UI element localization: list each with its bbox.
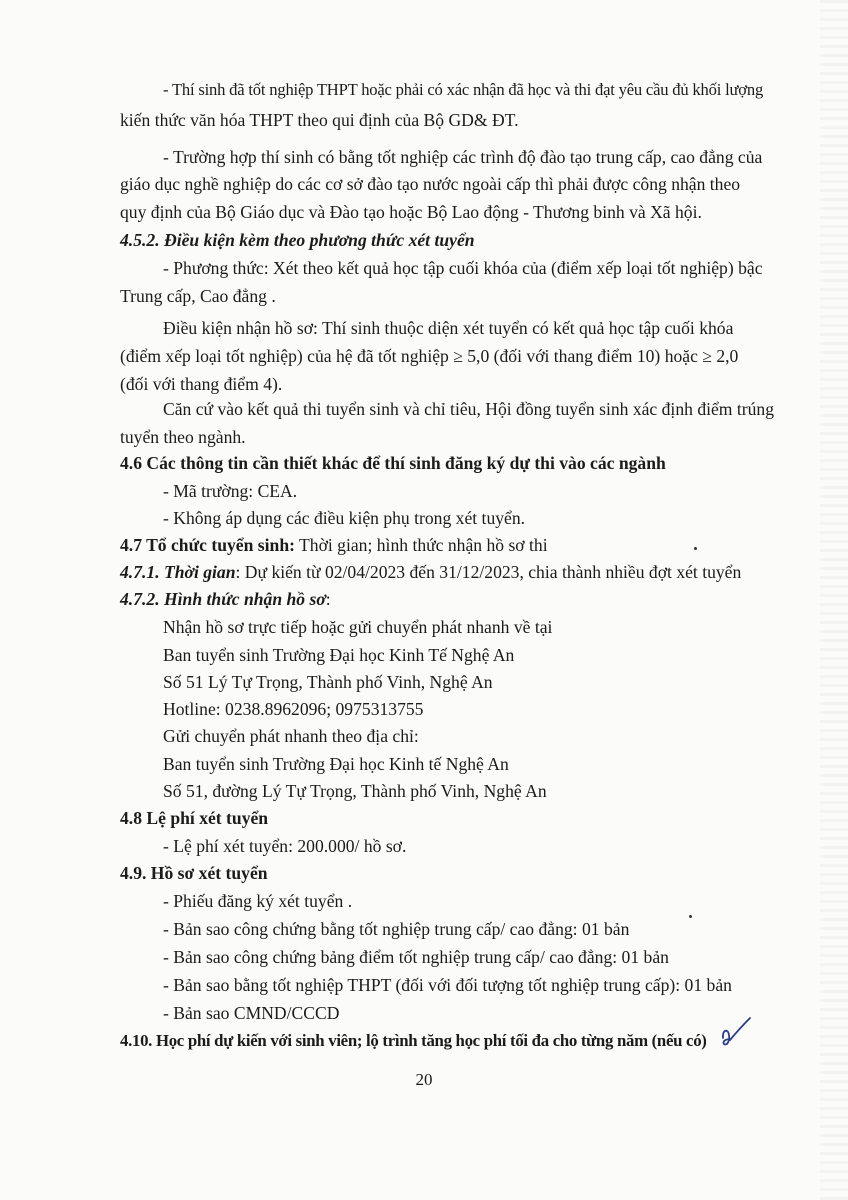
fee-line: - Lệ phí xét tuyển: 200.000/ hồ sơ. [163, 836, 407, 856]
form-line [120, 588, 331, 610]
doc-item-3: - Bản sao công chứng bảng điểm tốt nghiệp trung cấp/ cao đẳng: 01 bản [163, 947, 669, 967]
doc-item-2: - Bản sao công chứng bằng tốt nghiệp trung cấp/ cao đẳng: 01 bản [163, 919, 630, 939]
para-2-line-1: - Trường hợp thí sinh có bằng tốt nghiệp các trình độ đào tạo trung cấp, cao đẳng của [163, 147, 763, 167]
time-line [120, 561, 741, 583]
courier-line: Gửi chuyển phát nhanh theo địa chỉ: [163, 726, 419, 746]
para-2-line-3: quy định của Bộ Giáo dục và Đào tạo hoặc Bộ Lao động - Thương binh và Xã hội. [120, 202, 702, 222]
time-label: 4.7.1. Thời gian [120, 562, 236, 582]
heading-4-7 [120, 534, 548, 556]
condition-line-1: Điều kiện nhận hồ sơ: Thí sinh thuộc diện xét tuyển có kết quả học tập cuối khóa [163, 318, 734, 338]
heading-4-6: 4.6 Các thông tin cần thiết khác để thí sinh đăng ký dự thi vào các ngành [120, 453, 666, 473]
heading-4-7-rest: Thời gian; hình thức nhận hồ sơ thi [294, 535, 548, 555]
doc-item-4: - Bản sao bằng tốt nghiệp THPT (đối với đối tượng tốt nghiệp trung cấp): 01 bản [163, 975, 732, 995]
page-number: 20 [415, 1070, 433, 1089]
para-1-line-1: - Thí sinh đã tốt nghiệp THPT hoặc phải có xác nhận đã học và thi đạt yêu cầu đủ khối lượng [163, 80, 764, 99]
heading-4-5-2: 4.5.2. Điều kiện kèm theo phương thức xét tuyển [120, 230, 475, 250]
submit-line-3: Số 51 Lý Tự Trọng, Thành phố Vinh, Nghệ An [163, 672, 493, 692]
basis-line-2: tuyển theo ngành. [120, 427, 246, 447]
form-colon: : [325, 589, 331, 609]
scan-speck [689, 915, 692, 918]
doc-item-5: - Bản sao CMND/CCCD [163, 1003, 340, 1023]
scan-speck [694, 547, 697, 550]
submit-line-2: Ban tuyển sinh Trường Đại học Kinh Tế Nghệ An [163, 645, 515, 665]
scan-edge-noise [820, 0, 848, 1200]
time-text: : Dự kiến từ 02/04/2023 đến 31/12/2023, chia thành nhiều đợt xét tuyển [235, 562, 742, 582]
school-code: - Mã trường: CEA. [163, 481, 298, 501]
courier-address-2: Số 51, đường Lý Tự Trọng, Thành phố Vinh, Nghệ An [163, 781, 547, 801]
doc-item-1: - Phiếu đăng ký xét tuyển . [163, 891, 353, 911]
courier-address-1: Ban tuyển sinh Trường Đại học Kinh tế Nghệ An [163, 754, 509, 774]
heading-4-10: 4.10. Học phí dự kiến với sinh viên; lộ trình tăng học phí tối đa cho từng năm (nếu có) [120, 1031, 707, 1050]
submit-line-1: Nhận hồ sơ trực tiếp hoặc gửi chuyển phát nhanh về tại [163, 617, 553, 637]
handwritten-check-mark-icon [718, 1016, 754, 1050]
para-1-line-2: kiến thức văn hóa THPT theo qui định của Bộ GD& ĐT. [120, 110, 519, 130]
para-2-line-2: giáo dục nghề nghiệp do các cơ sở đào tạo nước ngoài cấp thì phải được công nhận theo [120, 174, 741, 194]
method-line-2: Trung cấp, Cao đẳng . [120, 286, 276, 306]
heading-4-8: 4.8 Lệ phí xét tuyển [120, 808, 269, 828]
heading-4-9: 4.9. Hồ sơ xét tuyển [120, 863, 268, 883]
hotline-line: Hotline: 0238.8962096; 0975313755 [163, 699, 424, 719]
no-extra-conditions: - Không áp dụng các điều kiện phụ trong xét tuyển. [163, 508, 526, 528]
form-label: 4.7.2. Hình thức nhận hồ sơ [120, 589, 326, 609]
basis-line-1: Căn cứ vào kết quả thi tuyển sinh và chỉ tiêu, Hội đồng tuyển sinh xác định điểm trúng [163, 399, 775, 419]
condition-line-2: (điểm xếp loại tốt nghiệp) của hệ đã tốt nghiệp ≥ 5,0 (đối với thang điểm 10) hoặc ≥ 2,0 [120, 346, 739, 366]
condition-line-3: (đối với thang điểm 4). [120, 374, 283, 394]
method-line-1: - Phương thức: Xét theo kết quả học tập cuối khóa của (điểm xếp loại tốt nghiệp) bậc [163, 258, 763, 278]
heading-4-7-bold: 4.7 Tổ chức tuyển sinh: [120, 535, 295, 555]
